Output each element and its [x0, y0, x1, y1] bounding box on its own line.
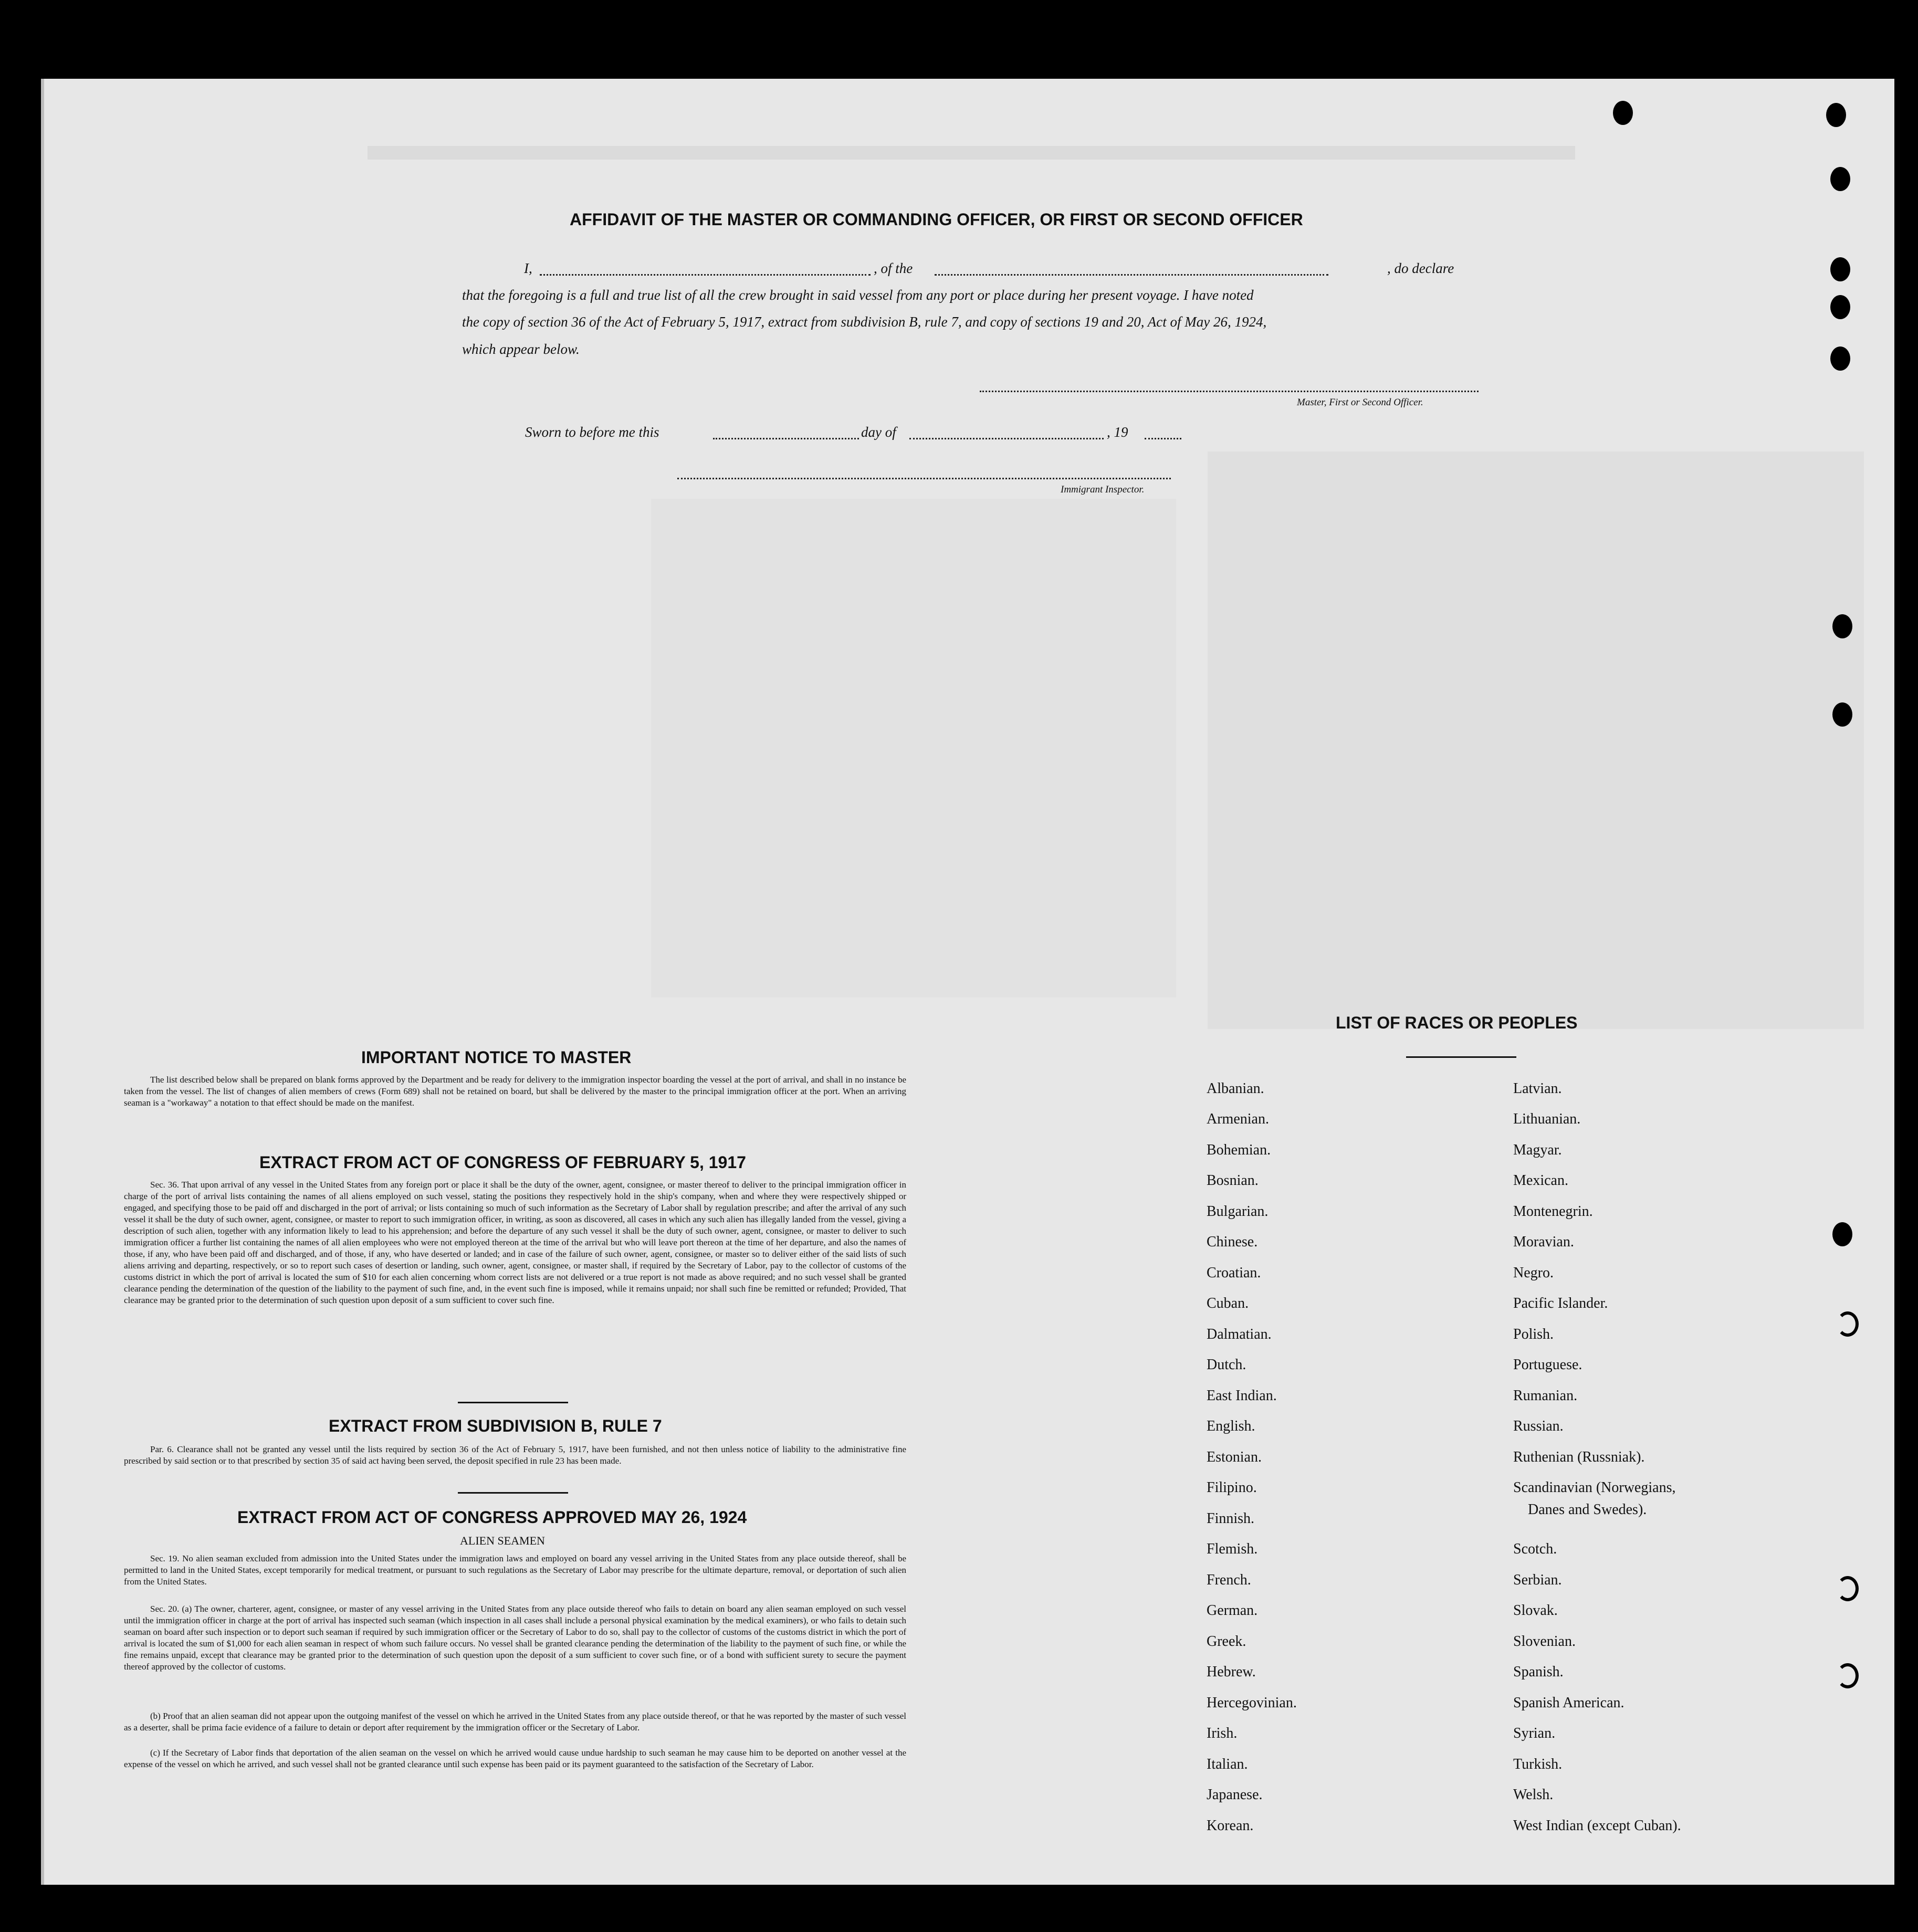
race-right-16: Serbian.: [1513, 1572, 1562, 1588]
race-left-20: Hebrew.: [1207, 1664, 1256, 1680]
extract-1924-sec20c: (c) If the Secretary of Labor finds that deportation of the alien seaman on the vessel on which he arrived would cause undue hardship to such seaman he may cause him to be deported on another vessel at the expense of the vessel on which he arrived, and such vessel shall not be granted clearance until such expense has been paid or its payment guaranteed to the satisfaction of the Secretary of Labor.: [124, 1748, 906, 1769]
race-left-21: Hercegovinian.: [1207, 1695, 1297, 1711]
race-right-13: Ruthenian (Russniak).: [1513, 1449, 1645, 1465]
race-right-4: Mexican.: [1513, 1172, 1568, 1189]
race-right-21: Syrian.: [1513, 1725, 1556, 1741]
inspector-caption: Immigrant Inspector.: [1061, 484, 1145, 495]
punch-hole-3: [1830, 167, 1850, 191]
affidavit-declare-label: , do declare: [1387, 260, 1454, 276]
affidavit-line4: which appear below.: [462, 341, 580, 357]
race-right-17: Slovak.: [1513, 1602, 1558, 1619]
race-left-18: German.: [1207, 1602, 1258, 1619]
race-right-15: Scotch.: [1513, 1541, 1557, 1557]
race-right-22: Turkish.: [1513, 1756, 1563, 1772]
extract-1917-title: EXTRACT FROM ACT OF CONGRESS OF FEBRUARY 5, 1917: [259, 1153, 746, 1172]
race-right-5: Montenegrin.: [1513, 1203, 1593, 1220]
punch-hole-4: [1830, 257, 1850, 281]
race-left-10: Dutch.: [1207, 1357, 1246, 1373]
race-left-23: Italian.: [1207, 1756, 1248, 1772]
race-right-2: Lithuanian.: [1513, 1111, 1581, 1127]
punch-hole-8: [1832, 702, 1852, 727]
race-right-7: Negro.: [1513, 1265, 1554, 1281]
extract-1924-title: EXTRACT FROM ACT OF CONGRESS APPROVED MAY 26, 1924: [237, 1508, 747, 1527]
race-left-5: Bulgarian.: [1207, 1203, 1269, 1220]
affidavit-line2: that the foregoing is a full and true list of all the crew brought in said vessel from any port or place during her present voyage. I have noted: [462, 287, 1254, 303]
vessel-name-field[interactable]: [935, 274, 1328, 276]
race-left-3: Bohemian.: [1207, 1142, 1271, 1158]
race-left-25: Korean.: [1207, 1818, 1254, 1834]
affidavit-title: AFFIDAVIT OF THE MASTER OR COMMANDING OFFICER, OR FIRST OR SECOND OFFICER: [570, 210, 1303, 229]
race-left-16: Flemish.: [1207, 1541, 1258, 1557]
affidavit-i-label: I,: [524, 260, 532, 276]
divider-rule-1: [458, 1402, 568, 1403]
extract-1917-body: Sec. 36. That upon arrival of any vessel in the United States from any foreign port or place it shall be the duty of the owner, agent, consignee, or master thereof to deliver to the principal immigration officer in charge of the port of arrival lists containing the names of all aliens employed on such vessel, stating the positions they respectively hold in the ship's company, when and where they were respectively shipped or engaged, and specifying those to be paid off and discharged in the port of arrival; or lists containing so much of such information as the Secretary of Labor shall by regulation prescribe; and after the arrival of any such vessel it shall be the duty of such owner, agent, consignee, or master to report to such immigration officer, in writing, as soon as discovered, all cases in which any such alien has illegally landed from the vessel, giving a description of such alien, together with any information likely to lead to his apprehension; and before the departure of any such vessel it shall be the duty of such owner, agent, consignee, or master to deliver to such immigration officer a further list containing the names of all alien employees who were not employed thereon at the time of the arrival but who will leave port thereon at the time of her departure, and also the names of those, if any, who have been paid off and discharged, and of those, if any, who have deserted or landed; and in case of the failure of such owner, agent, consignee, or master so to deliver either of the said lists of such aliens arriving and departing, respectively, or so to report such cases of desertion or landing, such owner, agent, consignee, or master shall, if required by the Secretary of Labor, pay to the collector of customs of the customs district in which the port of arrival is located the sum of $10 for each alien concerning whom correct lists are not delivered or a true report is not made as above required; and no such vessel shall be granted clearance pending the determination of the question of the liability to the payment of such fine, and, in the event such fine is imposed, while it remains unpaid; nor shall such fine be remitted or refunded; Provided, That clearance may be granted prior to the determination of such question upon deposit of a sum sufficient to cover such fine.: [124, 1180, 906, 1305]
punch-hole-7: [1832, 614, 1852, 638]
race-left-24: Japanese.: [1207, 1787, 1263, 1803]
race-left-4: Bosnian.: [1207, 1172, 1259, 1189]
race-right-10: Portuguese.: [1513, 1357, 1582, 1373]
punch-hole-5: [1830, 295, 1850, 319]
race-right-14b: Danes and Swedes).: [1528, 1502, 1647, 1518]
race-left-15: Finnish.: [1207, 1510, 1255, 1527]
punch-hole-1: [1613, 101, 1633, 125]
rule7-body: Par. 6. Clearance shall not be granted any vessel until the lists required by section 36 of the Act of February 5, 1917, have been furnished, and not then unless notice of liability to the administrative fine prescribed by said section or to that prescribed by section 35 of said act having been served, the deposit specified in rule 23 has been made.: [124, 1444, 906, 1466]
race-left-11: East Indian.: [1207, 1388, 1277, 1404]
race-right-11: Rumanian.: [1513, 1388, 1578, 1404]
punch-hole-6: [1830, 346, 1850, 371]
year-label: , 19: [1107, 424, 1128, 440]
extract-1924-sec20a: Sec. 20. (a) The owner, charterer, agent, consignee, or master of any vessel arriving in the United States from any place outside thereof who fails to detain on board any alien seaman employed on such vessel until the immigration officer in charge at the port of arrival has inspected such seaman (which inspection in all cases shall include a personal physical examination by the medical examiners), or who fails to detain such seaman on board after such inspection or to deport such seaman if required by such immigration officer or the Secretary of Labor to do so, shall pay to the collector of customs of the customs district in which the port of arrival is located the sum of $1,000 for each alien seaman in respect of whom such failure occurs. No vessel shall be granted clearance pending the determination of the liability to the payment of such fine, or while the fine remains unpaid, except that clearance may be granted prior to the determination of such question upon the deposit of a sum sufficient to cover such fine, or of a bond with sufficient surety to secure the payment thereof approved by the collector of customs.: [124, 1604, 906, 1672]
punch-hole-12: [1837, 1663, 1859, 1688]
race-left-8: Cuban.: [1207, 1295, 1249, 1311]
race-right-8: Pacific Islander.: [1513, 1295, 1608, 1311]
master-name-field[interactable]: [540, 274, 871, 276]
bleed-through-column-right: [1208, 452, 1864, 1029]
races-title-rule: [1406, 1056, 1516, 1058]
race-left-1: Albanian.: [1207, 1080, 1264, 1097]
extract-1924-subtitle: ALIEN SEAMEN: [460, 1534, 545, 1547]
race-right-14: Scandinavian (Norwegians,: [1513, 1479, 1676, 1496]
race-right-1: Latvian.: [1513, 1080, 1562, 1097]
punch-hole-9: [1832, 1222, 1852, 1246]
notice-body: The list described below shall be prepared on blank forms approved by the Department and be ready for delivery to the immigration inspector boarding the vessel at the port of arrival, and shall in no instance be taken from the vessel. The list of changes of alien members of crews (Form 689) shall not be retained on board, but shall be delivered by the master to the principal immigration officer at the port. When an arriving seaman is a "workaway" a notation to that effect should be made on the manifest.: [124, 1075, 906, 1108]
race-right-23: Welsh.: [1513, 1787, 1554, 1803]
race-left-7: Croatian.: [1207, 1265, 1261, 1281]
master-signature-field[interactable]: [980, 391, 1479, 392]
races-title: LIST OF RACES OR PEOPLES: [1336, 1013, 1578, 1032]
race-right-20: Spanish American.: [1513, 1695, 1624, 1711]
affidavit-line3: the copy of section 36 of the Act of February 5, 1917, extract from subdivision B, rule 7, and copy of sections 19 and 20, Act of May 26, 1924,: [462, 314, 1267, 330]
punch-hole-11: [1837, 1576, 1859, 1601]
race-left-9: Dalmatian.: [1207, 1326, 1272, 1342]
race-right-24: West Indian (except Cuban).: [1513, 1818, 1681, 1834]
race-left-12: English.: [1207, 1418, 1255, 1434]
race-right-3: Magyar.: [1513, 1142, 1562, 1158]
race-right-6: Moravian.: [1513, 1234, 1574, 1250]
race-right-19: Spanish.: [1513, 1664, 1564, 1680]
race-left-19: Greek.: [1207, 1633, 1246, 1650]
sworn-month-field[interactable]: [909, 438, 1104, 439]
race-right-18: Slovenian.: [1513, 1633, 1576, 1650]
race-left-6: Chinese.: [1207, 1234, 1258, 1250]
notice-title: IMPORTANT NOTICE TO MASTER: [361, 1048, 632, 1067]
bleed-through-heading: [368, 146, 1575, 160]
punch-hole-10: [1837, 1311, 1859, 1337]
race-left-14: Filipino.: [1207, 1479, 1257, 1496]
sworn-line: [525, 424, 1208, 443]
affidavit-of-label: , of the: [874, 260, 913, 276]
rule7-title: EXTRACT FROM SUBDIVISION B, RULE 7: [329, 1416, 662, 1435]
race-right-9: Polish.: [1513, 1326, 1554, 1342]
affidavit-line1: [462, 260, 1491, 279]
race-left-2: Armenian.: [1207, 1111, 1269, 1127]
inspector-signature-field[interactable]: [677, 478, 1171, 479]
punch-hole-2: [1826, 103, 1846, 127]
race-right-12: Russian.: [1513, 1418, 1564, 1434]
page-edge: [41, 79, 44, 1885]
extract-1924-sec20b: (b) Proof that an alien seaman did not appear upon the outgoing manifest of the vessel on which he arrived in the United States from any place outside thereof, or that he was reported by the master of such vessel as a deserter, shall be prima facie evidence of a failure to detain or deport after requirement by the immigration officer or the Secretary of Labor.: [124, 1711, 906, 1732]
day-of-label: day of: [861, 424, 896, 440]
race-left-17: French.: [1207, 1572, 1251, 1588]
extract-1924-sec19: Sec. 19. No alien seaman excluded from admission into the United States under the immigration laws and employed on board any vessel arriving in the United States from any place outside thereof, shall be permitted to land in the United States, except temporarily for medical treatment, or pursuant to such regulations as the Secretary of Labor may prescribe for the ultimate departure, removal, or deportation of such alien from the United States.: [124, 1553, 906, 1587]
sworn-day-field[interactable]: [713, 438, 859, 439]
race-left-13: Estonian.: [1207, 1449, 1262, 1465]
master-signature-caption: Master, First or Second Officer.: [1297, 397, 1423, 408]
sworn-year-field[interactable]: [1145, 438, 1181, 439]
bleed-through-column-mid: [651, 499, 1176, 998]
divider-rule-2: [458, 1492, 568, 1494]
sworn-label: Sworn to before me this: [525, 424, 659, 440]
race-left-22: Irish.: [1207, 1725, 1238, 1741]
